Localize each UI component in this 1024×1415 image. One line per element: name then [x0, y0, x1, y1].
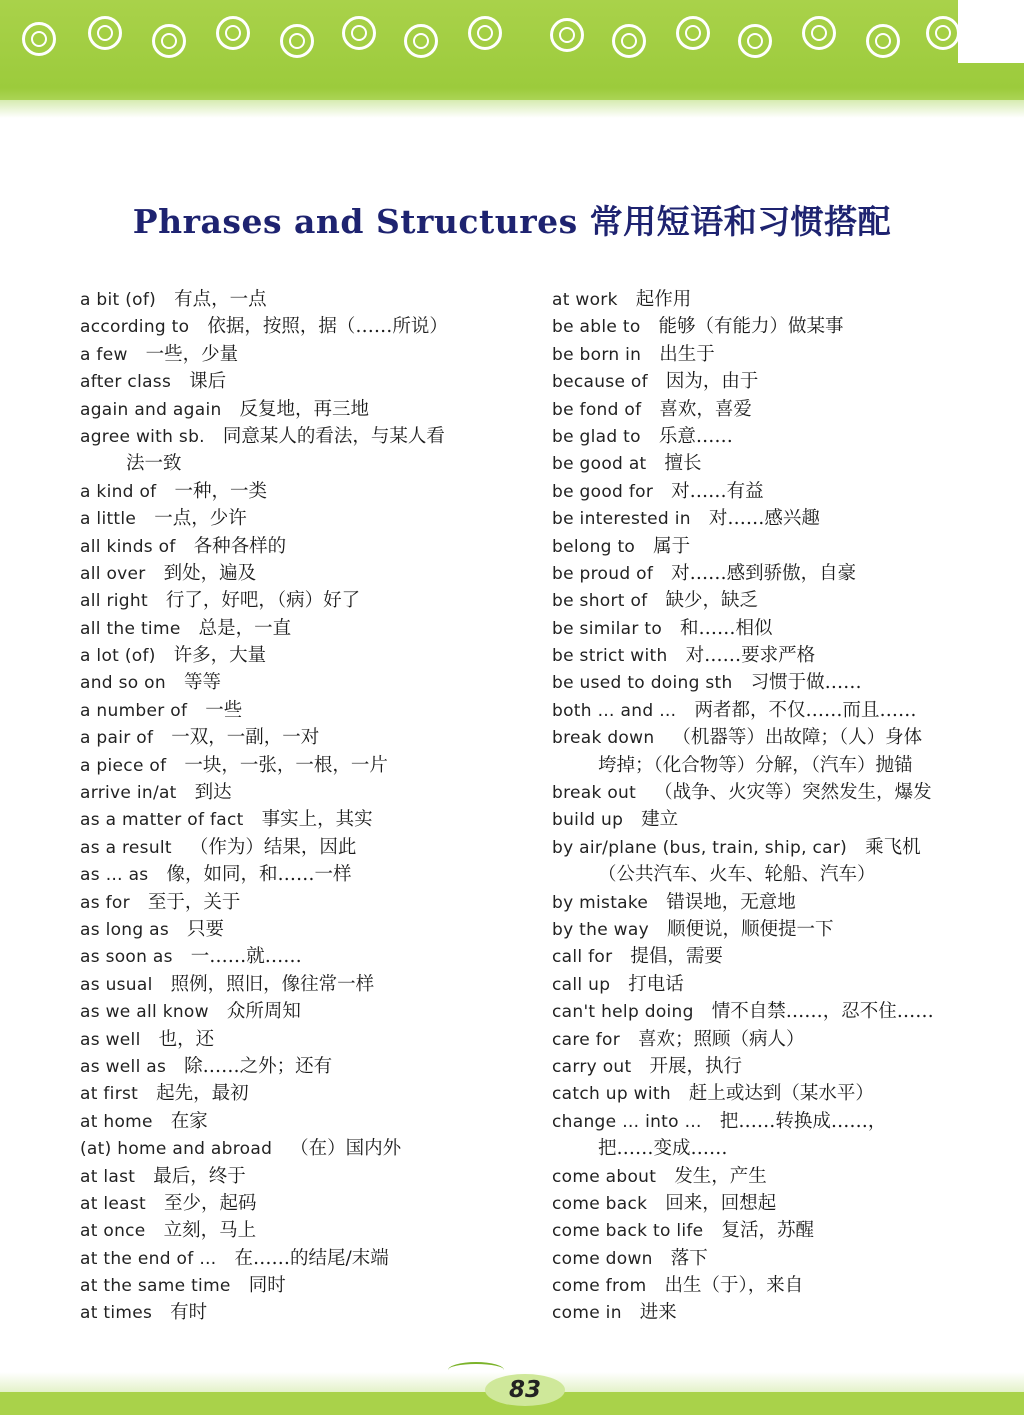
phrase-chinese: 最后，终于 [153, 1165, 246, 1187]
ring-icon [342, 16, 376, 50]
phrase-entry [552, 806, 1012, 833]
phrase-english: at least [80, 1193, 147, 1214]
phrase-entry [80, 1163, 520, 1190]
phrase-entry [80, 1272, 520, 1299]
phrase-entry [552, 642, 1012, 669]
phrase-entry [552, 779, 1012, 806]
phrase-continuation [552, 1135, 1012, 1162]
phrase-chinese: 对……感到骄傲，自豪 [671, 562, 857, 584]
phrase-chinese: 照例，照旧，像往常一样 [170, 973, 375, 995]
phrase-english: be strict with [552, 646, 668, 667]
phrase-chinese: 回来，回想起 [665, 1192, 777, 1214]
phrase-english: both … and … [552, 700, 677, 721]
phrase-entry [552, 1217, 1012, 1244]
phrase-english: call for [552, 947, 613, 968]
phrase-entry [80, 1053, 520, 1080]
phrase-chinese: 在家 [170, 1110, 208, 1132]
phrase-english: as soon as [80, 947, 173, 968]
phrase-english: a piece of [80, 755, 167, 776]
phrase-english: come from [552, 1276, 647, 1297]
phrase-chinese: 情不自禁……，忍不住…… [711, 1001, 934, 1023]
phrase-chinese: 乘飞机 [865, 836, 921, 858]
phrase-english: call up [552, 974, 611, 995]
phrase-entry [552, 971, 1012, 998]
phrase-english: be used to doing sth [552, 673, 733, 694]
phrase-english: because of [552, 372, 648, 393]
phrase-continuation [552, 861, 1012, 888]
phrase-entry [80, 1108, 520, 1135]
phrase-english: be good at [552, 454, 647, 475]
phrase-english: be short of [552, 591, 648, 612]
phrase-entry [552, 313, 1012, 340]
phrase-entry [80, 587, 520, 614]
phrase-english: again and again [80, 399, 222, 420]
phrase-entry [80, 560, 520, 587]
phrase-english: come back [552, 1193, 648, 1214]
phrase-entry [552, 1190, 1012, 1217]
phrase-chinese: 同意某人的看法，与某人看 [222, 425, 445, 447]
phrase-entry [552, 1245, 1012, 1272]
phrase-chinese: 喜欢，喜爱 [659, 398, 752, 420]
phrase-english: (at) home and abroad [80, 1139, 273, 1160]
page-title: Phrases and Structures 常用短语和习惯搭配 [132, 202, 892, 241]
phrase-english: at times [80, 1303, 153, 1324]
phrase-entry [80, 423, 520, 450]
phrase-entry [552, 450, 1012, 477]
phrase-entry [552, 1272, 1012, 1299]
phrase-chinese: 乐意…… [658, 425, 733, 447]
phrase-entry [552, 341, 1012, 368]
phrase-english: as long as [80, 919, 170, 940]
phrase-english: be proud of [552, 563, 654, 584]
phrase-continuation [80, 450, 520, 477]
phrase-chinese: 反复地，再三地 [239, 398, 370, 420]
phrase-entry [80, 971, 520, 998]
phrase-chinese: 到达 [194, 782, 232, 804]
phrase-chinese: 一些，少量 [145, 343, 239, 365]
phrase-chinese: 复活，苏醒 [721, 1220, 814, 1242]
ring-icon [280, 24, 314, 58]
phrase-chinese: 起先，最初 [156, 1083, 249, 1105]
phrase-entry [552, 1299, 1012, 1326]
phrase-entry [80, 1299, 520, 1326]
phrase-entry [552, 943, 1012, 970]
phrase-english: be similar to [552, 618, 663, 639]
phrase-entry [80, 806, 520, 833]
ring-icon [612, 24, 646, 58]
phrase-chinese: 把……转换成……， [719, 1110, 887, 1132]
right-phrase-column [552, 286, 1012, 1327]
ring-icon [738, 24, 772, 58]
phrase-entry [80, 1217, 520, 1244]
ring-icon [802, 16, 836, 50]
phrase-english: at first [80, 1084, 139, 1105]
phrase-chinese: 顺便说，顺便提一下 [666, 918, 834, 940]
phrase-entry [80, 861, 520, 888]
ring-icon [550, 18, 584, 52]
phrase-entry [80, 916, 520, 943]
phrase-english: as a result [80, 837, 172, 858]
phrase-chinese: 出生（于），来自 [664, 1275, 804, 1297]
phrase-english: all kinds of [80, 536, 176, 557]
top-decorative-band [0, 0, 1024, 110]
phrase-english: and so on [80, 673, 166, 694]
phrase-english: as well as [80, 1056, 167, 1077]
phrase-entry [552, 889, 1012, 916]
phrase-english: as usual [80, 974, 153, 995]
phrase-entry [80, 998, 520, 1025]
phrase-english: all right [80, 591, 148, 612]
phrase-chinese: （机器等）出故障；（人）身体 [672, 727, 923, 749]
phrase-chinese: 至于，关于 [147, 891, 241, 913]
phrase-chinese: 行了，好吧，（病）好了 [165, 590, 361, 612]
phrase-chinese: 众所周知 [226, 1001, 301, 1023]
phrase-english: a number of [80, 700, 188, 721]
ring-icon [468, 16, 502, 50]
ring-icon [676, 16, 710, 50]
phrase-chinese: （战争、火灾等）突然发生，爆发 [654, 782, 932, 804]
phrase-chinese: 一块，一张，一根，一片 [184, 754, 388, 776]
phrase-chinese: 一种，一类 [174, 480, 267, 502]
phrase-entry [552, 587, 1012, 614]
phrase-entry [552, 560, 1012, 587]
phrase-english: come in [552, 1303, 622, 1324]
phrase-chinese: 进来 [639, 1302, 677, 1324]
ring-icon [22, 22, 56, 56]
phrase-entry [552, 1080, 1012, 1107]
phrase-chinese: 落下 [670, 1247, 708, 1269]
phrase-english: by air/plane (bus, train, ship, car) [552, 837, 848, 858]
phrase-chinese: 对……要求严格 [685, 645, 816, 667]
phrase-entry [552, 478, 1012, 505]
phrase-chinese: 提倡，需要 [630, 946, 723, 968]
page-number: 83 [508, 1377, 541, 1403]
phrase-entry [552, 396, 1012, 423]
phrase-english: at work [552, 290, 618, 310]
phrase-entry [80, 341, 520, 368]
phrase-english: come down [552, 1248, 653, 1269]
phrase-chinese: （在）国内外 [290, 1138, 402, 1160]
phrase-chinese: 一双，一副，一对 [171, 727, 320, 749]
phrase-chinese: 能够（有能力）做某事 [658, 316, 844, 338]
phrase-chinese: 打电话 [628, 973, 684, 995]
phrase-chinese: 擅长 [664, 453, 702, 475]
ring-icon [926, 16, 960, 50]
phrase-english: carry out [552, 1056, 632, 1077]
phrase-english: as we all know [80, 1002, 209, 1023]
phrase-english: break out [552, 783, 637, 804]
phrase-chinese: 把……变成…… [598, 1138, 728, 1160]
phrase-entry [552, 724, 1012, 751]
phrase-chinese: 总是，一直 [198, 617, 292, 639]
phrase-chinese: 各种各样的 [193, 535, 287, 557]
phrase-chinese: 建立 [641, 809, 679, 831]
phrase-chinese: 等等 [183, 672, 221, 694]
phrase-chinese: 除……之外；还有 [184, 1055, 333, 1077]
phrase-entry [80, 396, 520, 423]
phrase-english: by the way [552, 919, 649, 940]
phrase-entry [80, 834, 520, 861]
phrase-chinese: 同时 [248, 1275, 286, 1297]
ring-icon [866, 24, 900, 58]
phrase-english: at the end of … [80, 1248, 217, 1269]
phrase-entry [552, 423, 1012, 450]
phrase-chinese: 一……就…… [190, 946, 302, 968]
phrase-english: as well [80, 1029, 141, 1050]
phrase-entry [552, 368, 1012, 395]
phrase-entry [80, 1245, 520, 1272]
phrase-english: come back to life [552, 1221, 704, 1242]
phrase-chinese: 到处，遍及 [163, 562, 257, 584]
phrase-english: belong to [552, 536, 636, 557]
page-corner [958, 0, 1024, 63]
phrase-entry [80, 779, 520, 806]
phrase-entry [552, 533, 1012, 560]
phrase-english: all the time [80, 618, 181, 639]
phrase-chinese: 有点，一点 [174, 289, 267, 310]
phrase-english: be fond of [552, 399, 642, 420]
phrase-chinese: 出生于 [659, 343, 715, 365]
phrase-chinese: 许多，大量 [173, 645, 267, 667]
phrase-chinese: 至少，起码 [164, 1192, 257, 1214]
phrase-entry [552, 1108, 1012, 1135]
phrase-english: a pair of [80, 728, 154, 749]
phrase-english: a bit (of) [80, 290, 157, 310]
phrase-entry [80, 615, 520, 642]
phrase-chinese: 对……有益 [671, 480, 764, 502]
phrase-entry [552, 669, 1012, 696]
phrase-entry [80, 478, 520, 505]
phrase-english: change … into … [552, 1111, 702, 1132]
phrase-english: at the same time [80, 1276, 231, 1297]
phrase-chinese: （作为）结果，因此 [189, 836, 357, 858]
phrase-english: at once [80, 1221, 146, 1242]
phrase-entry [80, 1080, 520, 1107]
phrase-chinese: 赶上或达到（某水平） [688, 1083, 874, 1105]
phrase-entry [80, 1026, 520, 1053]
phrase-chinese: 立刻，马上 [163, 1220, 257, 1242]
phrase-english: be glad to [552, 426, 641, 447]
phrase-english: a kind of [80, 481, 157, 502]
phrase-chinese: 和……相似 [680, 617, 773, 639]
ring-icon [404, 24, 438, 58]
phrase-entry [80, 724, 520, 751]
phrase-english: agree with sb. [80, 426, 205, 447]
phrase-chinese: 两者都，不仅……而且…… [694, 699, 917, 721]
phrase-chinese: 发生，产生 [674, 1165, 767, 1187]
phrase-english: at home [80, 1111, 153, 1132]
phrase-entry [80, 752, 520, 779]
phrase-chinese: 课后 [189, 371, 227, 393]
phrase-english: be good for [552, 481, 654, 502]
phrase-chinese: 属于 [653, 535, 691, 557]
phrase-entry [80, 505, 520, 532]
phrase-english: by mistake [552, 892, 649, 913]
phrase-chinese: 因为，由于 [665, 371, 759, 393]
phrase-entry [80, 368, 520, 395]
phrase-chinese: 在……的结尾/末端 [234, 1247, 389, 1269]
phrase-entry [552, 916, 1012, 943]
phrase-english: as a matter of fact [80, 810, 244, 831]
phrase-entry [80, 943, 520, 970]
phrase-english: can't help doing [552, 1002, 694, 1023]
phrase-entry [552, 998, 1012, 1025]
band-fade [0, 100, 1024, 118]
phrase-english: come about [552, 1166, 657, 1187]
phrase-chinese: 对……感兴趣 [708, 508, 820, 530]
phrase-english: be able to [552, 317, 641, 338]
phrase-chinese: 错误地，无意地 [666, 891, 796, 913]
phrase-entry [552, 1163, 1012, 1190]
phrase-chinese: 一点，少许 [154, 508, 247, 530]
phrase-english: as for [80, 892, 130, 913]
phrase-chinese: 法一致 [126, 453, 182, 475]
phrase-entry [552, 286, 1012, 313]
phrase-entry [80, 533, 520, 560]
phrase-entry [80, 313, 520, 340]
ring-icon [216, 16, 250, 50]
phrase-chinese: 缺少，缺乏 [665, 590, 758, 612]
phrase-english: break down [552, 728, 655, 749]
phrase-english: as … as [80, 865, 149, 886]
phrase-chinese: 垮掉；（化合物等）分解，（汽车）抛锚 [598, 754, 913, 776]
phrase-chinese: 也，还 [158, 1028, 215, 1050]
phrase-entry [552, 1026, 1012, 1053]
phrase-english: build up [552, 810, 624, 831]
phrase-english: according to [80, 317, 190, 338]
phrase-entry [80, 669, 520, 696]
phrase-entry [552, 834, 1012, 861]
phrase-chinese: 一些 [205, 699, 243, 721]
phrase-english: after class [80, 372, 172, 393]
phrase-chinese: 起作用 [635, 289, 692, 310]
phrase-english: care for [552, 1029, 621, 1050]
left-phrase-column [80, 286, 520, 1327]
page-number-badge [485, 1374, 565, 1406]
phrase-chinese: 依据，按照，据（……所说） [207, 316, 448, 338]
phrase-entry [80, 889, 520, 916]
phrase-english: catch up with [552, 1084, 671, 1105]
phrase-english: a few [80, 344, 128, 365]
phrase-english: at last [80, 1166, 136, 1187]
phrase-entry [80, 1135, 520, 1162]
phrase-english: a little [80, 509, 137, 530]
phrase-english: be interested in [552, 509, 691, 530]
phrase-english: all over [80, 563, 146, 584]
phrase-entry [552, 697, 1012, 724]
phrase-chinese: 只要 [187, 918, 225, 940]
phrase-entry [552, 1053, 1012, 1080]
phrase-chinese: 喜欢；照顾（病人） [638, 1028, 805, 1050]
phrase-continuation [552, 752, 1012, 779]
phrase-chinese: 开展，执行 [649, 1055, 742, 1077]
phrase-chinese: 有时 [170, 1302, 208, 1324]
phrase-entry [80, 286, 520, 313]
phrase-entry [80, 1190, 520, 1217]
ring-icon [88, 16, 122, 50]
phrase-english: a lot (of) [80, 646, 156, 667]
phrase-entry [552, 615, 1012, 642]
ring-icon [152, 24, 186, 58]
phrase-chinese: 习惯于做…… [750, 672, 862, 694]
phrase-entry [80, 697, 520, 724]
phrase-english: be born in [552, 344, 642, 365]
phrase-chinese: 像，如同，和……一样 [166, 864, 352, 886]
phrase-chinese: （公共汽车、火车、轮船、汽车） [598, 864, 876, 886]
phrase-entry [552, 505, 1012, 532]
phrase-chinese: 事实上，其实 [261, 809, 373, 831]
phrase-entry [80, 642, 520, 669]
phrase-english: arrive in/at [80, 783, 177, 804]
